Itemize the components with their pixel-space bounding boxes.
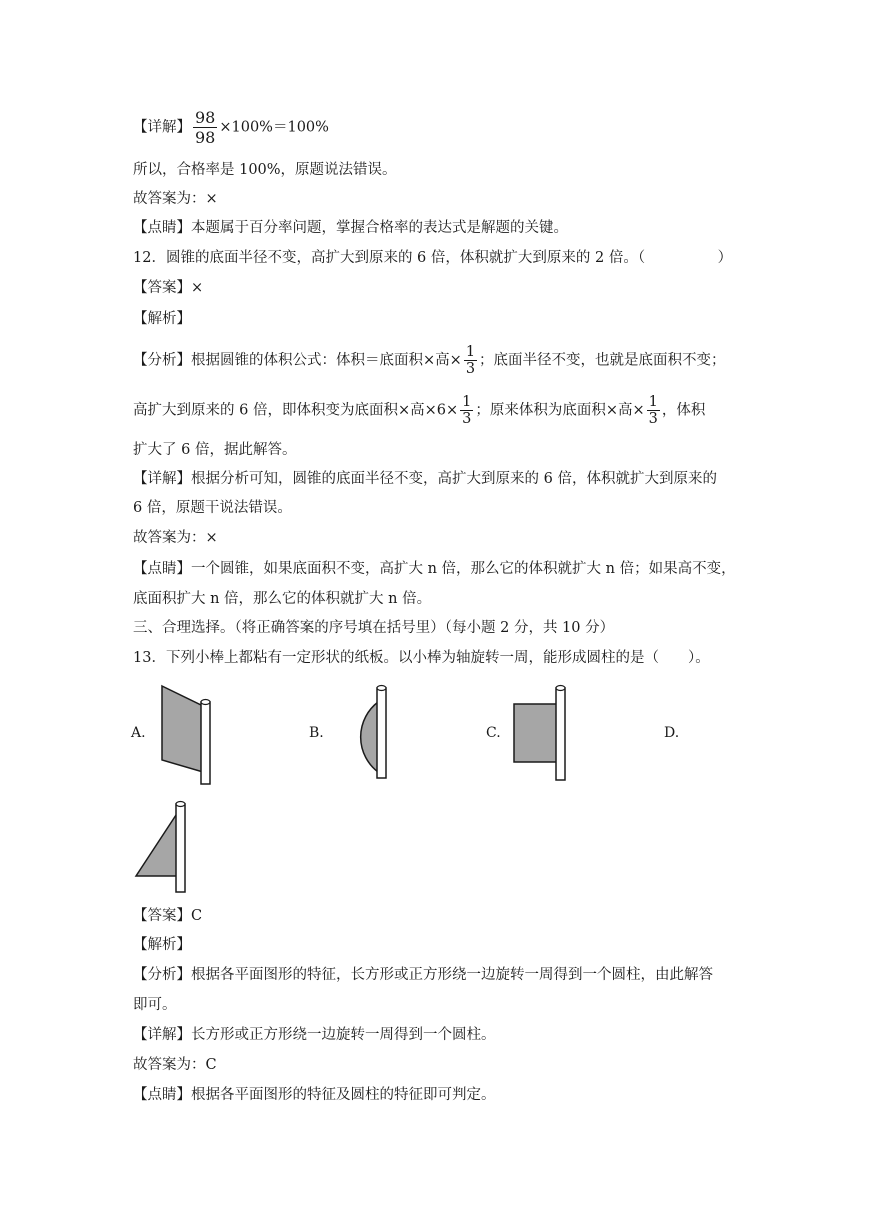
text-line: 即可。 [133,997,177,1013]
comment-line: 【点睛】一个圆锥，如果底面积不变，高扩大 n 倍，那么它的体积就扩大 n 倍；如果高不变， [133,561,736,577]
answer-line: 【答案】× [133,280,204,296]
option-b-label: B. [309,725,324,741]
figure-b-semicircle-on-stick [332,682,392,782]
answer-line: 【答案】C [133,908,203,924]
figure-a-parallelogram-on-stick [155,682,220,788]
option-d-label: D. [664,725,680,741]
detail-line: 【详解】长方形或正方形绕一边旋转一周得到一个圆柱。 [133,1027,496,1043]
analysis-heading: 【解析】 [133,311,191,327]
figure-c-rectangle-on-stick [510,682,570,782]
answer-line: 故答案为：× [133,530,218,546]
analysis-line: 高扩大到原来的 6 倍，即体积变为底面积×高×6× $\frac{1}{3}$ ；原来体积为底面积×高× $\frac{1}{3}$ ，体积 [133,394,706,427]
question-13: 13．下列小棒上都粘有一定形状的纸板。以小棒为轴旋转一周，能形成圆柱的是（ ）。 [133,650,710,666]
fraction-1-3: $\frac{1}{3}$ [648,394,658,427]
answer-line: 故答案为：× [133,191,218,207]
text-line: 6 倍，原题干说法错误。 [133,500,292,516]
answer-line: 故答案为：C [133,1057,217,1073]
option-a-label: A. [131,725,146,741]
fraction-1-3: $\frac{1}{3}$ [462,394,472,427]
fraction-1-3: $\frac{1}{3}$ [465,344,476,377]
option-c-label: C. [486,725,501,741]
comment-line: 【点睛】根据各平面图形的特征及圆柱的特征即可判定。 [133,1087,496,1103]
analysis-heading: 【解析】 [133,937,191,953]
fraction-98-98: $\frac{98}{98}$ [195,108,216,147]
comment-line: 【点睛】本题属于百分率问题，掌握合格率的表达式是解题的关键。 [133,220,568,236]
detail-line: 【详解】根据分析可知，圆锥的底面半径不变，高扩大到原来的 6 倍，体积就扩大到原来的 [133,471,717,487]
text-line: 所以，合格率是 100%，原题说法错误。 [133,162,397,178]
text-line: 扩大了 6 倍，据此解答。 [133,442,297,458]
analysis-line: 【分析】根据各平面图形的特征，长方形或正方形绕一边旋转一周得到一个圆柱，由此解答 [133,967,713,983]
section-heading: 三、合理选择。（将正确答案的序号填在括号里）（每小题 2 分，共 10 分） [133,620,615,636]
detail-label: 【详解】 [133,119,191,136]
question-12: 12．圆锥的底面半径不变，高扩大到原来的 6 倍，体积就扩大到原来的 2 倍。（ ） [133,250,733,266]
text-line: 底面积扩大 n 倍，那么它的体积就扩大 n 倍。 [133,591,432,607]
figure-d-triangle-on-stick [130,796,195,898]
analysis-line: 【分析】根据圆锥的体积公式：体积＝底面积×高× $\frac{1}{3}$ ；底面半径不变，也就是底面积不变； [133,344,726,377]
detail-line-1: 【详解】 $\frac{98}{98}$ ×100%＝100% [133,108,329,147]
